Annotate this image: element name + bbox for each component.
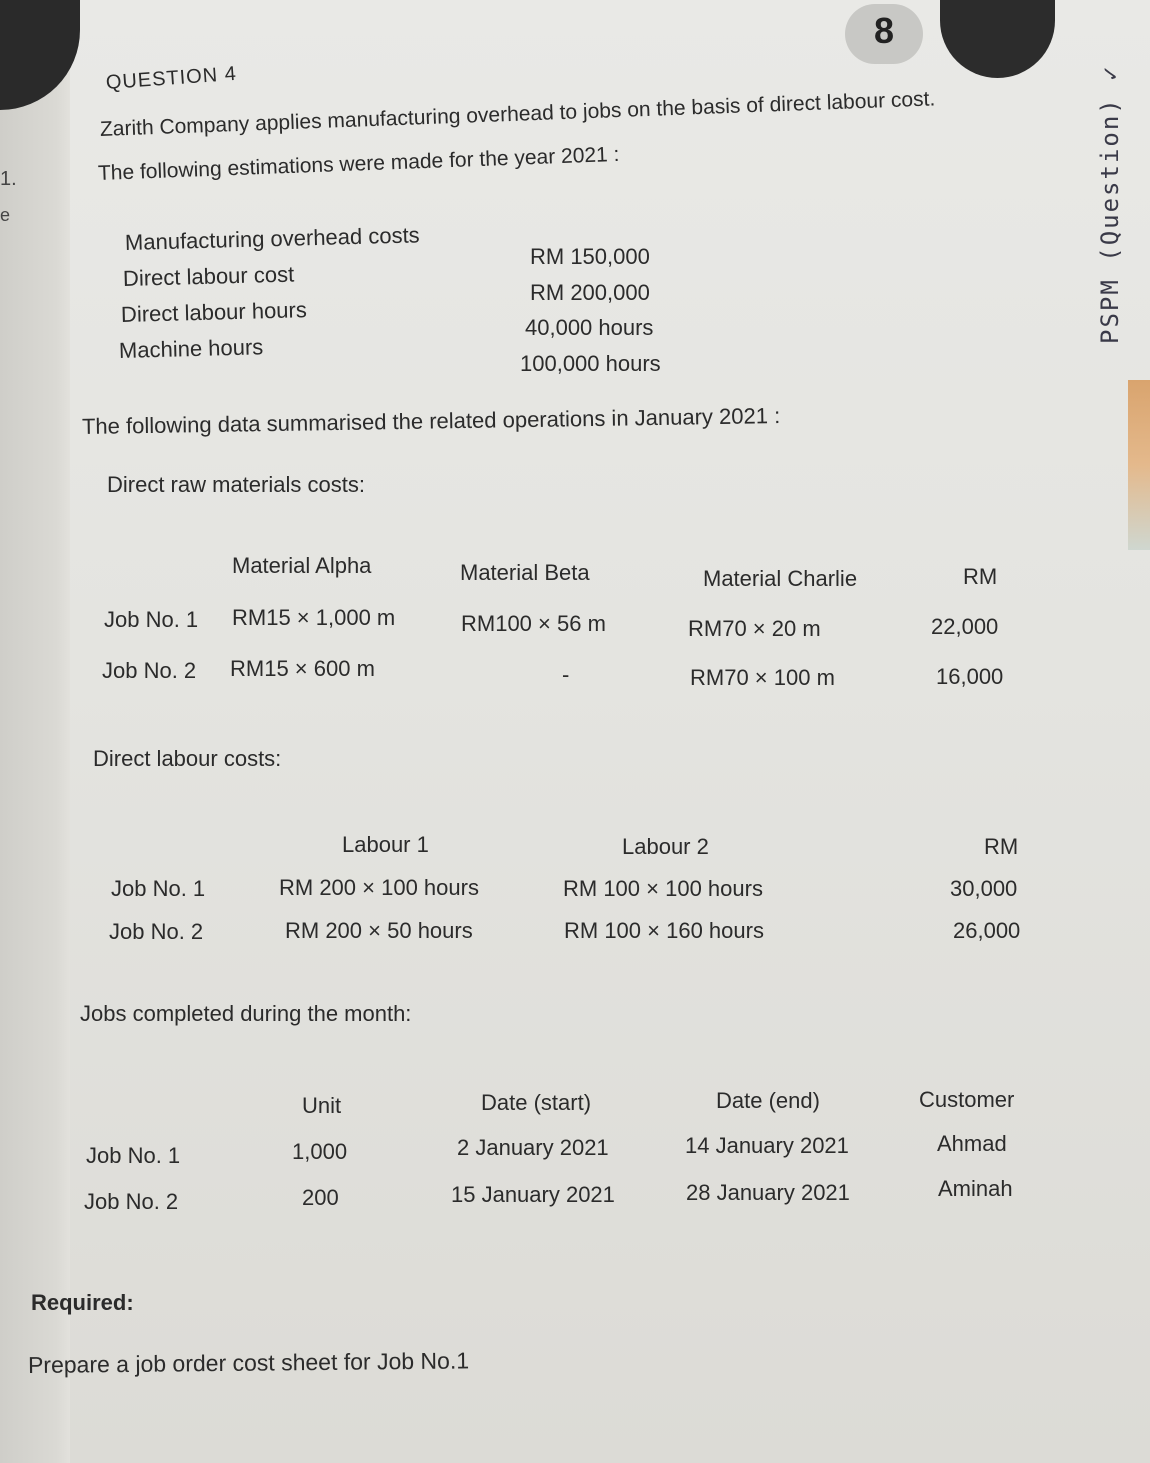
table-cell: RM15 × 1,000 m bbox=[232, 605, 396, 630]
page-number: 8 bbox=[873, 10, 895, 51]
estimate-label: Direct labour hours bbox=[120, 297, 308, 327]
required-label: Required: bbox=[31, 1290, 134, 1315]
labour-heading: Direct labour costs: bbox=[93, 746, 282, 771]
handwritten-side-note bbox=[1070, 64, 1150, 360]
table-header: Date (end) bbox=[716, 1088, 820, 1113]
table-cell: 28 January 2021 bbox=[686, 1180, 850, 1205]
table-header: RM bbox=[963, 564, 998, 589]
left-page-edge bbox=[0, 0, 70, 1463]
intro-line-2: The following estimations were made for the year 2021 : bbox=[97, 142, 620, 185]
estimate-value: RM 150,000 bbox=[530, 244, 650, 269]
table-header: Labour 2 bbox=[622, 834, 709, 859]
table-cell: 22,000 bbox=[931, 614, 999, 639]
margin-mark: e bbox=[0, 205, 11, 225]
table-cell: RM100 × 56 m bbox=[461, 611, 606, 636]
right-page-edge bbox=[1128, 380, 1150, 550]
table-cell: RM 100 × 100 hours bbox=[563, 876, 763, 901]
table-header: RM bbox=[984, 834, 1019, 859]
table-cell: 16,000 bbox=[936, 664, 1004, 689]
table-cell: Aminah bbox=[938, 1176, 1013, 1201]
table-header: Customer bbox=[919, 1087, 1015, 1112]
estimate-value: 40,000 hours bbox=[525, 315, 654, 340]
job-label: Job No. 1 bbox=[104, 607, 199, 632]
table-cell: 26,000 bbox=[953, 918, 1021, 943]
table-cell: 15 January 2021 bbox=[451, 1182, 615, 1207]
question-title: QUESTION 4 bbox=[105, 62, 238, 94]
estimate-label: Manufacturing overhead costs bbox=[124, 222, 420, 255]
table-cell: RM15 × 600 m bbox=[230, 656, 375, 681]
table-header: Material Alpha bbox=[232, 553, 372, 578]
job-label: Job No. 1 bbox=[86, 1143, 181, 1168]
table-cell: RM 200 × 100 hours bbox=[279, 875, 479, 900]
table-cell: 30,000 bbox=[950, 876, 1018, 901]
materials-heading: Direct raw materials costs: bbox=[107, 472, 365, 497]
estimate-value: 100,000 hours bbox=[520, 351, 661, 376]
estimate-label: Direct labour cost bbox=[122, 261, 295, 291]
table-header: Unit bbox=[302, 1093, 342, 1118]
intro-line-1: Zarith Company applies manufacturing overhead to jobs on the basis of direct labour cost. bbox=[99, 87, 936, 141]
table-cell: 200 bbox=[302, 1185, 339, 1210]
table-header: Date (start) bbox=[481, 1090, 592, 1115]
table-header: Labour 1 bbox=[342, 832, 429, 857]
table-cell: 14 January 2021 bbox=[685, 1133, 849, 1158]
job-label: Job No. 2 bbox=[109, 919, 204, 944]
margin-mark: 1. bbox=[0, 168, 17, 190]
job-label: Job No. 2 bbox=[84, 1189, 179, 1214]
jobs-heading: Jobs completed during the month: bbox=[80, 1001, 412, 1026]
table-cell: Ahmad bbox=[937, 1131, 1007, 1156]
table-cell: RM 100 × 160 hours bbox=[564, 918, 764, 943]
table-cell: 1,000 bbox=[292, 1139, 348, 1164]
table-cell: RM 200 × 50 hours bbox=[285, 918, 473, 943]
table-cell: 2 January 2021 bbox=[457, 1135, 609, 1160]
table-header: Material Beta bbox=[460, 560, 590, 585]
table-cell: - bbox=[562, 662, 570, 687]
summary-line: The following data summarised the related operations in January 2021 : bbox=[81, 403, 781, 439]
required-text: Prepare a job order cost sheet for Job No.1 bbox=[27, 1347, 470, 1378]
table-cell: RM70 × 100 m bbox=[690, 665, 835, 690]
table-cell: RM70 × 20 m bbox=[688, 616, 821, 641]
job-label: Job No. 1 bbox=[111, 876, 206, 901]
finger-shadow bbox=[940, 0, 1055, 78]
job-label: Job No. 2 bbox=[102, 658, 197, 683]
estimate-label: Machine hours bbox=[118, 334, 264, 363]
side-note-text: PSPM (Question) ✓ bbox=[1096, 64, 1124, 344]
estimate-value: RM 200,000 bbox=[530, 280, 650, 305]
table-header: Material Charlie bbox=[703, 566, 858, 591]
